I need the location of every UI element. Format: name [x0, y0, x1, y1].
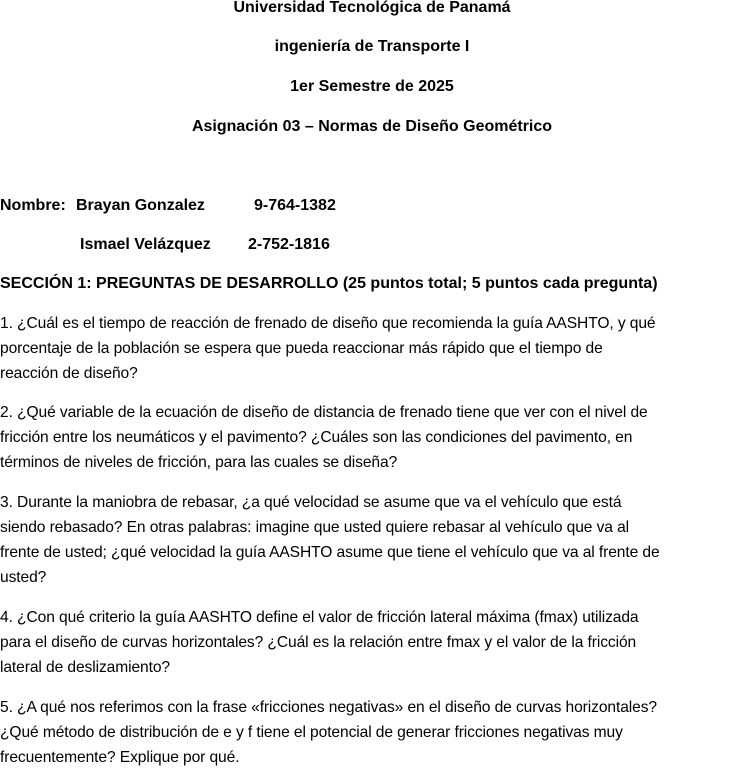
section-title: SECCIÓN 1: PREGUNTAS DE DESARROLLO (25 puntos total; 5 puntos cada pregunta)	[0, 275, 658, 292]
question-line: 1. ¿Cuál es el tiempo de reacción de frenado de diseño que recomienda la guía AASHTO, y qué	[0, 315, 656, 332]
student2-name: Ismael Velázquez	[80, 236, 211, 253]
question-1	[0, 311, 744, 386]
question-line: fricción entre los neumáticos y el pavimento? ¿Cuáles son las condiciones del pavimento, en	[0, 429, 633, 446]
question-2	[0, 400, 744, 475]
student1-name: Brayan Gonzalez	[76, 197, 205, 214]
question-line: 4. ¿Con qué criterio la guía AASHTO define el valor de fricción lateral máxima (fmax) utilizada	[0, 609, 639, 626]
university-title: Universidad Tecnológica de Panamá	[233, 0, 511, 16]
question-line: 2. ¿Qué variable de la ecuación de diseño de distancia de frenado tiene que ver con el nivel de	[0, 404, 648, 421]
question-5	[0, 695, 744, 770]
question-line: ¿Qué método de distribución de e y f tiene el potencial de generar fricciones negativas muy	[0, 724, 623, 741]
student2-id: 2-752-1816	[248, 236, 330, 253]
question-line: frecuentemente? Explique por qué.	[0, 749, 240, 766]
question-3	[0, 490, 744, 590]
question-line: 3. Durante la maniobra de rebasar, ¿a qué velocidad se asume que va el vehículo que está	[0, 494, 622, 511]
question-line: siendo rebasado? En otras palabras: imagine que usted quiere rebasar al vehículo que va al	[0, 519, 630, 536]
student1-id: 9-764-1382	[254, 197, 336, 214]
assignment-title: Asignación 03 – Normas de Diseño Geométrico	[191, 118, 553, 135]
question-line: términos de niveles de fricción, para las cuales se diseña?	[0, 454, 398, 471]
question-line: usted?	[0, 569, 47, 586]
question-4	[0, 605, 744, 680]
question-line: reacción de diseño?	[0, 365, 138, 382]
question-line: para el diseño de curvas horizontales? ¿Cuál es la relación entre fmax y el valor de la fricción	[0, 634, 637, 651]
course-title: ingeniería de Transporte I	[274, 38, 470, 55]
question-line: porcentaje de la población se espera que pueda reaccionar más rápido que el tiempo de	[0, 340, 603, 357]
question-line: frente de usted; ¿qué velocidad la guía AASHTO asume que tiene el vehículo que va al frente de	[0, 544, 660, 561]
semester-title: 1er Semestre de 2025	[290, 78, 454, 95]
name-label: Nombre:	[0, 197, 66, 214]
question-line: 5. ¿A qué nos referimos con la frase «fricciones negativas» en el diseño de curvas horizontales?	[0, 699, 657, 716]
question-line: lateral de deslizamiento?	[0, 659, 170, 676]
